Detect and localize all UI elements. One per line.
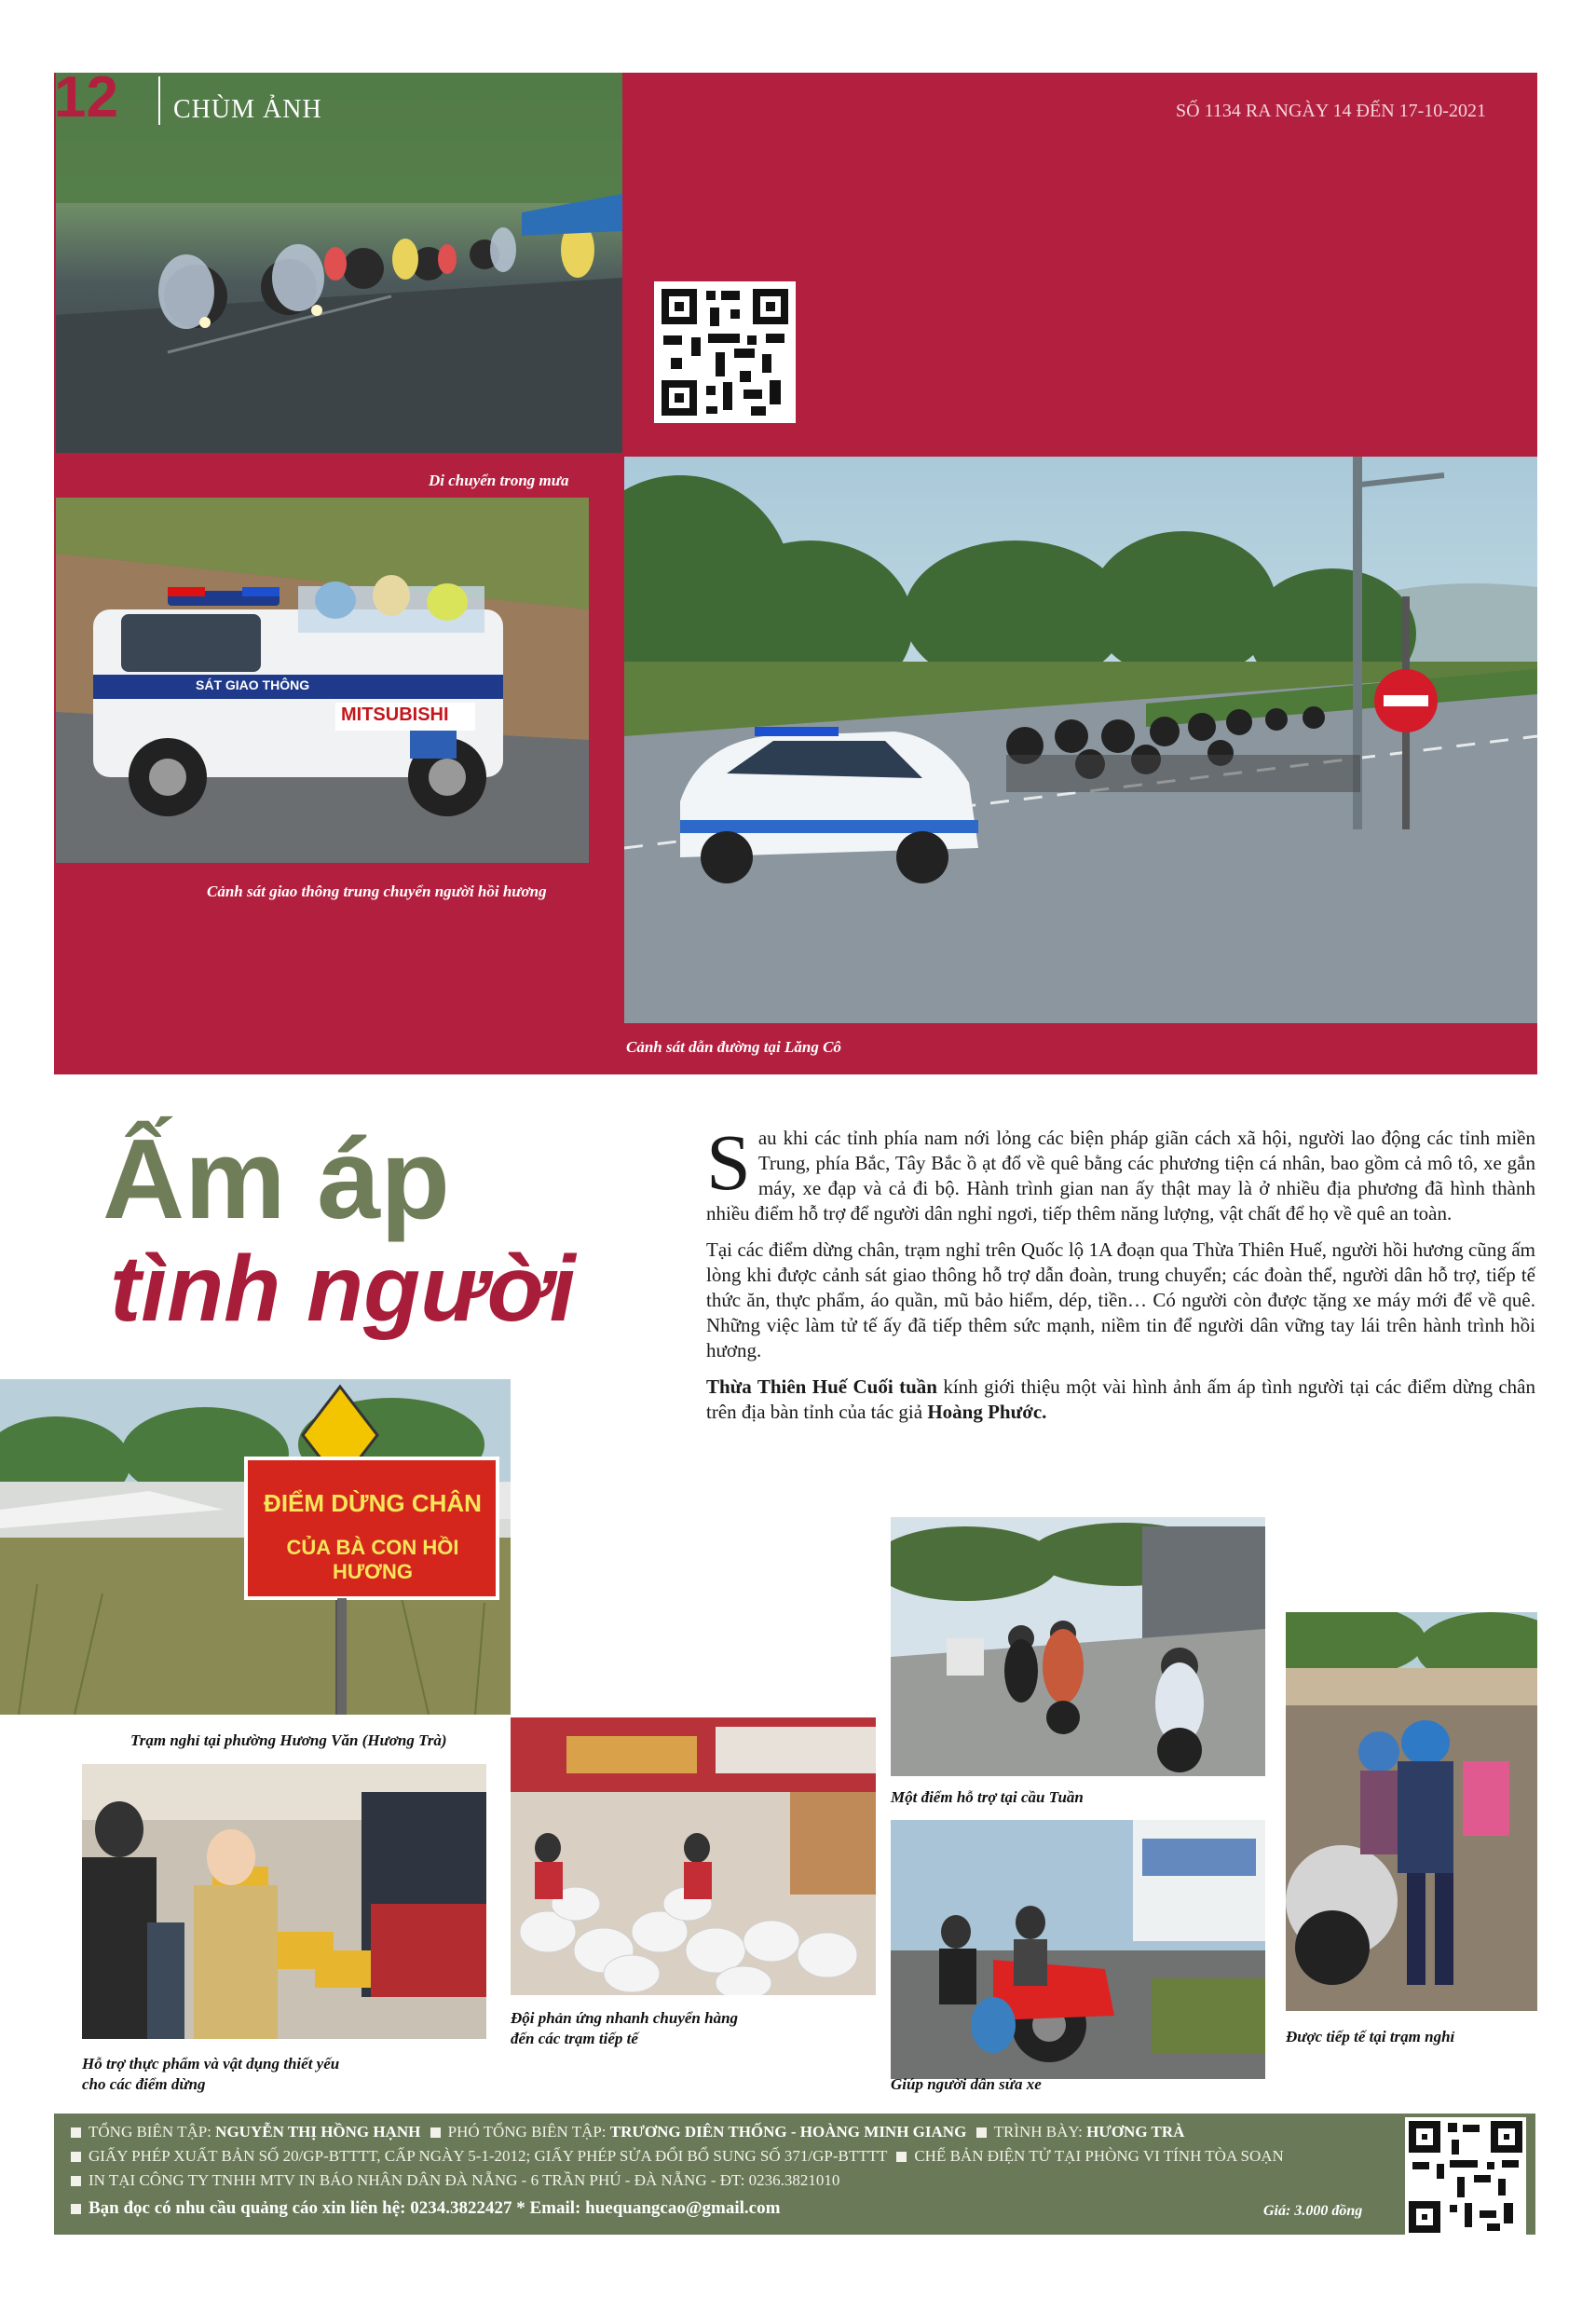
photo-lang-co-convoy	[624, 457, 1537, 1023]
headline-line1: Ấm áp	[102, 1115, 450, 1242]
qr-code-icon	[654, 281, 796, 423]
caption-rapid-team-2: đến các trạm tiếp tế	[511, 2030, 638, 2047]
caption-food-support-1: Hỗ trợ thực phẩm và vật dụng thiết yếu	[82, 2055, 340, 2073]
photo-resupply	[1286, 1612, 1537, 2011]
photo-police-truck	[56, 498, 589, 863]
section-label: CHÙM ẢNH	[173, 95, 322, 124]
photo-rest-station-sign	[0, 1379, 511, 1715]
caption-police-truck: Cảnh sát giao thông trung chuyển người hồi hương	[207, 882, 547, 900]
footer-staff-row: TỔNG BIÊN TẬP: NGUYỄN THỊ HỒNG HẠNH PHÓ TỔNG BIÊN TẬP: TRƯƠNG DIÊN THỐNG - HOÀNG MINH GIANG TRÌNH BÀY: HƯƠNG TRÀ	[71, 2123, 1184, 2141]
photo-bike-repair	[891, 1820, 1265, 2079]
article-paragraph-3: Thừa Thiên Huế Cuối tuần kính giới thiệu một vài hình ảnh ấm áp tình người tại các điểm dừng chân trên địa bàn tỉnh của tác giả Hoàng Phước.	[706, 1375, 1535, 1423]
photo-food-support	[82, 1764, 486, 2039]
caption-rest-station: Trạm nghỉ tại phường Hương Văn (Hương Trà)	[130, 1731, 447, 1749]
price: Giá: 3.000 đồng	[1263, 2203, 1363, 2219]
caption-rain: Di chuyển trong mưa	[429, 472, 569, 489]
footer-qr-code-icon	[1405, 2117, 1526, 2237]
masthead-footer	[54, 2114, 1535, 2235]
article-body	[706, 1117, 1535, 1436]
issue-date: SỐ 1134 RA NGÀY 14 ĐẾN 17-10-2021	[1176, 101, 1486, 121]
headline-line2: tình người	[110, 1237, 576, 1341]
deputy-editors: TRƯƠNG DIÊN THỐNG - HOÀNG MINH GIANG	[609, 2123, 967, 2141]
footer-ads-row: Bạn đọc có nhu cầu quảng cáo xin liên hệ: 0234.3822427 * Email: huequangcao@gmail.com	[71, 2199, 780, 2218]
page-number: 12	[54, 65, 118, 130]
truck-door-text: SÁT GIAO THÔNG	[196, 677, 310, 692]
article-paragraph-2: Tại các điểm dừng chân, trạm nghỉ trên Quốc lộ 1A đoạn qua Thừa Thiên Huế, người hồi hương cũng ấm lòng khi được cảnh sát giao thông hỗ trợ dẫn đoàn, trung chuyển; các đoàn thể, người dân hỗ trợ, tiếp tế thức ăn, thực phẩm, áo quần, mũ bảo hiểm, dép, tiền… Có người còn được tặng xe máy mới để về quê. Những việc làm tử tế ấy đã tiếp thêm sức mạnh, niềm tin để người dân vững tay lái trên hành trình hồi hương.	[706, 1238, 1535, 1361]
truck-brand-text: MITSUBISHI	[341, 705, 449, 725]
photo-rain-traffic	[56, 73, 622, 453]
editor-in-chief: NGUYỄN THỊ HỒNG HẠNH	[215, 2123, 421, 2141]
caption-lang-co: Cảnh sát dẫn đường tại Lăng Cô	[626, 1038, 841, 1056]
header-divider	[158, 76, 160, 125]
layout-designer: HƯƠNG TRÀ	[1086, 2123, 1185, 2141]
article-paragraph-1: Sau khi các tỉnh phía nam nới lỏng các biện pháp giãn cách xã hội, người lao động các tỉnh miền Trung, phía Bắc, Tây Bắc ồ ạt đổ về quê bằng các phương tiện cá nhân, bao gồm cả mô tô, xe gắn máy, xe đạp và cả đi bộ. Hành trình gian nan ấy thật may là ở nhiều địa phương đã hình thành nhiều điểm hỗ trợ để người dân nghỉ ngơi, tiếp thêm năng lượng, vật chất để họ về quê an toàn.	[706, 1117, 1535, 1224]
photo-rapid-response-team	[511, 1717, 876, 1995]
caption-tuan-bridge: Một điểm hỗ trợ tại cầu Tuần	[891, 1788, 1084, 1806]
sign-line-1: ĐIỂM DỪNG CHÂN	[264, 1489, 482, 1517]
photo-tuan-bridge	[891, 1517, 1265, 1776]
caption-food-support-2: cho các điểm dừng	[82, 2075, 206, 2093]
caption-bike-repair: Giúp người dân sửa xe	[891, 2075, 1042, 2093]
caption-resupply: Được tiếp tế tại trạm nghỉ	[1286, 2028, 1455, 2045]
footer-printer-row: IN TẠI CÔNG TY TNHH MTV IN BÁO NHÂN DÂN ĐÀ NẴNG - 6 TRẦN PHÚ - ĐÀ NẴNG - ĐT: 0236.3821010	[71, 2171, 839, 2190]
footer-license-row: GIẤY PHÉP XUẤT BẢN SỐ 20/GP-BTTTT, CẤP NGÀY 5-1-2012; GIẤY PHÉP SỬA ĐỔI BỔ SUNG SỐ 371/GP-BTTTT CHẾ BẢN ĐIỆN TỬ TẠI PHÒNG VI TÍNH TÒA SOẠN	[71, 2147, 1284, 2166]
sign-line-2: CỦA BÀ CON HỒI HƯƠNG	[286, 1536, 459, 1583]
caption-rapid-team-1: Đội phản ứng nhanh chuyển hàng	[511, 2009, 739, 2027]
drop-cap: S	[706, 1117, 751, 1207]
